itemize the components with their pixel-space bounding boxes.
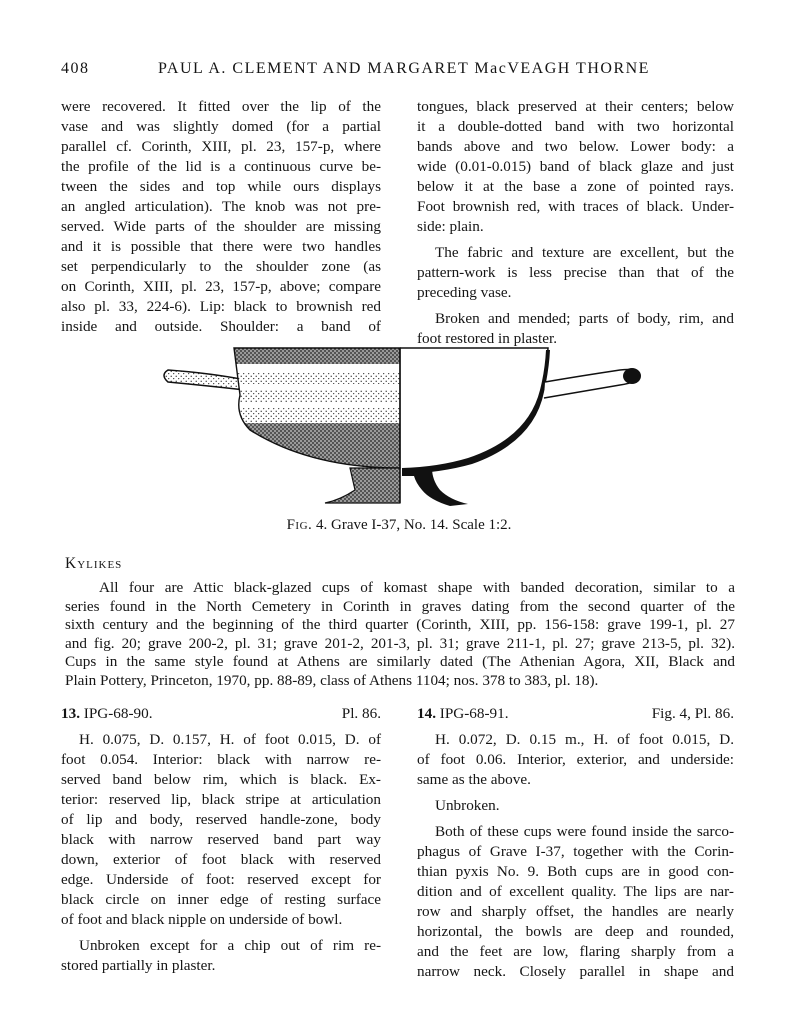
text-line: same as the above.	[417, 771, 531, 788]
text-line: Both of these cups were found inside the sarco-	[435, 823, 734, 840]
text-line: H. 0.072, D. 0.15 m., H. of foot 0.015, D.	[435, 731, 734, 748]
text-line: the profile of the lid is a continuous curve be-	[61, 158, 381, 175]
text-line: also pl. 33, 224-6). Lip: black to brownish red	[61, 298, 381, 315]
text-line: edge. Underside of foot: reserved except for	[61, 871, 381, 888]
text-line: preceding vase.	[417, 284, 512, 301]
text-line: horizontal, the bowls are deep and rounded,	[417, 923, 734, 940]
right-column	[417, 97, 734, 349]
text-line: inside and outside. Shoulder: a band of	[61, 318, 381, 335]
entry-plate: Fig. 4, Pl. 86.	[651, 705, 734, 722]
text-line: tongues, black preserved at their centers; below	[417, 98, 734, 115]
text-line: and the feet are low, flaring sharply from a	[417, 943, 734, 960]
text-line: Unbroken except for a chip out of rim re-	[79, 937, 381, 954]
text-line: parallel cf. Corinth, XIII, pl. 23, 157-p, where	[61, 138, 381, 155]
entry-13-body	[61, 730, 381, 976]
text-line: of foot and black nipple on underside of bowl.	[61, 911, 343, 928]
text-line: foot 0.054. Interior: black with narrow re-	[61, 751, 381, 768]
wall-section	[402, 350, 550, 474]
text-line: black circle on inner edge of resting surface	[61, 891, 381, 908]
text-line: terior: reserved lip, black stripe at articulation	[61, 791, 381, 808]
kylix-figure	[150, 340, 650, 520]
text-line: stored partially in plaster.	[61, 957, 216, 974]
fig-label: Fig.	[286, 517, 313, 533]
text-line: All four are Attic black-glazed cups of komast shape with banded decoration, similar to a	[99, 579, 735, 596]
figure-caption	[0, 517, 798, 534]
entry-14-body	[417, 730, 734, 982]
entry-inventory: IPG-68-91.	[439, 705, 509, 722]
text-line: Cups in the same style found at Athens are similarly dated (The Athenian Agora, XII, Black and	[65, 653, 735, 671]
text-line: side: plain.	[417, 218, 484, 235]
text-line: vase and was slightly domed (for a partial	[61, 118, 381, 135]
intro-paragraph	[65, 579, 735, 691]
text-line: an angled articulation). The knob was not pre-	[61, 198, 381, 215]
text-line: The fabric and texture are excellent, but the	[435, 244, 734, 261]
text-line: row and sharply offset, the handles are nearly	[417, 903, 734, 920]
text-line: Foot brownish red, with traces of black. Under-	[417, 198, 734, 215]
text-line: and it is possible that there were two handles	[61, 238, 381, 255]
text-line: of lip and body, reserved handle-zone, body	[61, 811, 381, 828]
text-line: were recovered. It fitted over the lip of the	[61, 98, 381, 115]
entry-14-heading	[417, 705, 734, 723]
text-line: wide (0.01-0.015) band of black glaze and just	[417, 158, 734, 175]
entry-13-heading	[61, 705, 381, 723]
entry-plate: Pl. 86.	[341, 705, 381, 722]
text-line: of foot 0.06. Interior, exterior, and underside:	[417, 751, 734, 768]
text-line: series found in the North Cemetery in Corinth in graves dating from the second quarter of the	[65, 597, 735, 615]
text-line: black with narrow reserved band part way	[61, 831, 381, 848]
text-line: H. 0.075, D. 0.157, H. of foot 0.015, D. of	[79, 731, 381, 748]
entry-number: 14.	[417, 705, 436, 722]
text-line: bands above and two below. Lower body: a	[417, 138, 734, 155]
text-line: Unbroken.	[435, 797, 500, 814]
text-line: pattern-work is less precise than that of the	[417, 264, 734, 281]
section-heading: Kylikes	[65, 555, 123, 572]
text-line: set perpendicularly to the shoulder zone (as	[61, 258, 381, 275]
entry-inventory: IPG-68-90.	[83, 705, 153, 722]
text-line: thian pyxis No. 9. Both cups are in good con-	[417, 863, 734, 880]
text-line: it a double-dotted band with two horizontal	[417, 118, 734, 135]
left-column	[61, 97, 381, 337]
caption-text: 4. Grave I-37, No. 14. Scale 1:2.	[316, 517, 512, 533]
text-line: on Corinth, XIII, pl. 23, 157-p, above; compare	[61, 278, 381, 295]
running-header: PAUL A. CLEMENT AND MARGARET MacVEAGH THORNE	[158, 60, 650, 77]
page-number: 408	[61, 60, 90, 77]
left-foot	[325, 468, 400, 503]
text-line: Broken and mended; parts of body, rim, and	[435, 310, 734, 327]
left-handle	[164, 370, 246, 390]
text-line: Plain Pottery, Princeton, 1970, pp. 88-89, class of Athens 1104; nos. 378 to 383, pl. 18).	[65, 671, 599, 689]
text-line: dition and of excellent quality. The lips are nar-	[417, 883, 734, 900]
entry-number: 13.	[61, 705, 80, 722]
text-line: down, exterior of foot black with reserved	[61, 851, 381, 868]
text-line: phagus of Grave I-37, together with the Corin-	[417, 843, 734, 860]
text-line: foot restored in plaster.	[417, 330, 558, 347]
text-line: sixth century and the beginning of the third quarter (Corinth, XIII, pp. 156-158: grave 199-1, pl. 27	[65, 616, 735, 634]
text-line: served band below rim, which is black. Ex-	[61, 771, 381, 788]
kylix-drawing	[150, 340, 650, 515]
right-foot	[402, 468, 468, 506]
text-line: served. Wide parts of the shoulder are missing	[61, 218, 381, 235]
text-line: below it at the base a zone of pointed rays.	[417, 178, 734, 195]
text-line: tween the sides and top while ours displays	[61, 178, 381, 195]
text-line: and fig. 20; grave 200-2, pl. 31; grave 201-2, 201-3, pl. 31; grave 211-1, pl. 27; grave 213-5, pl. 32).	[65, 634, 735, 652]
text-line: narrow neck. Closely parallel in shape and	[417, 963, 734, 980]
